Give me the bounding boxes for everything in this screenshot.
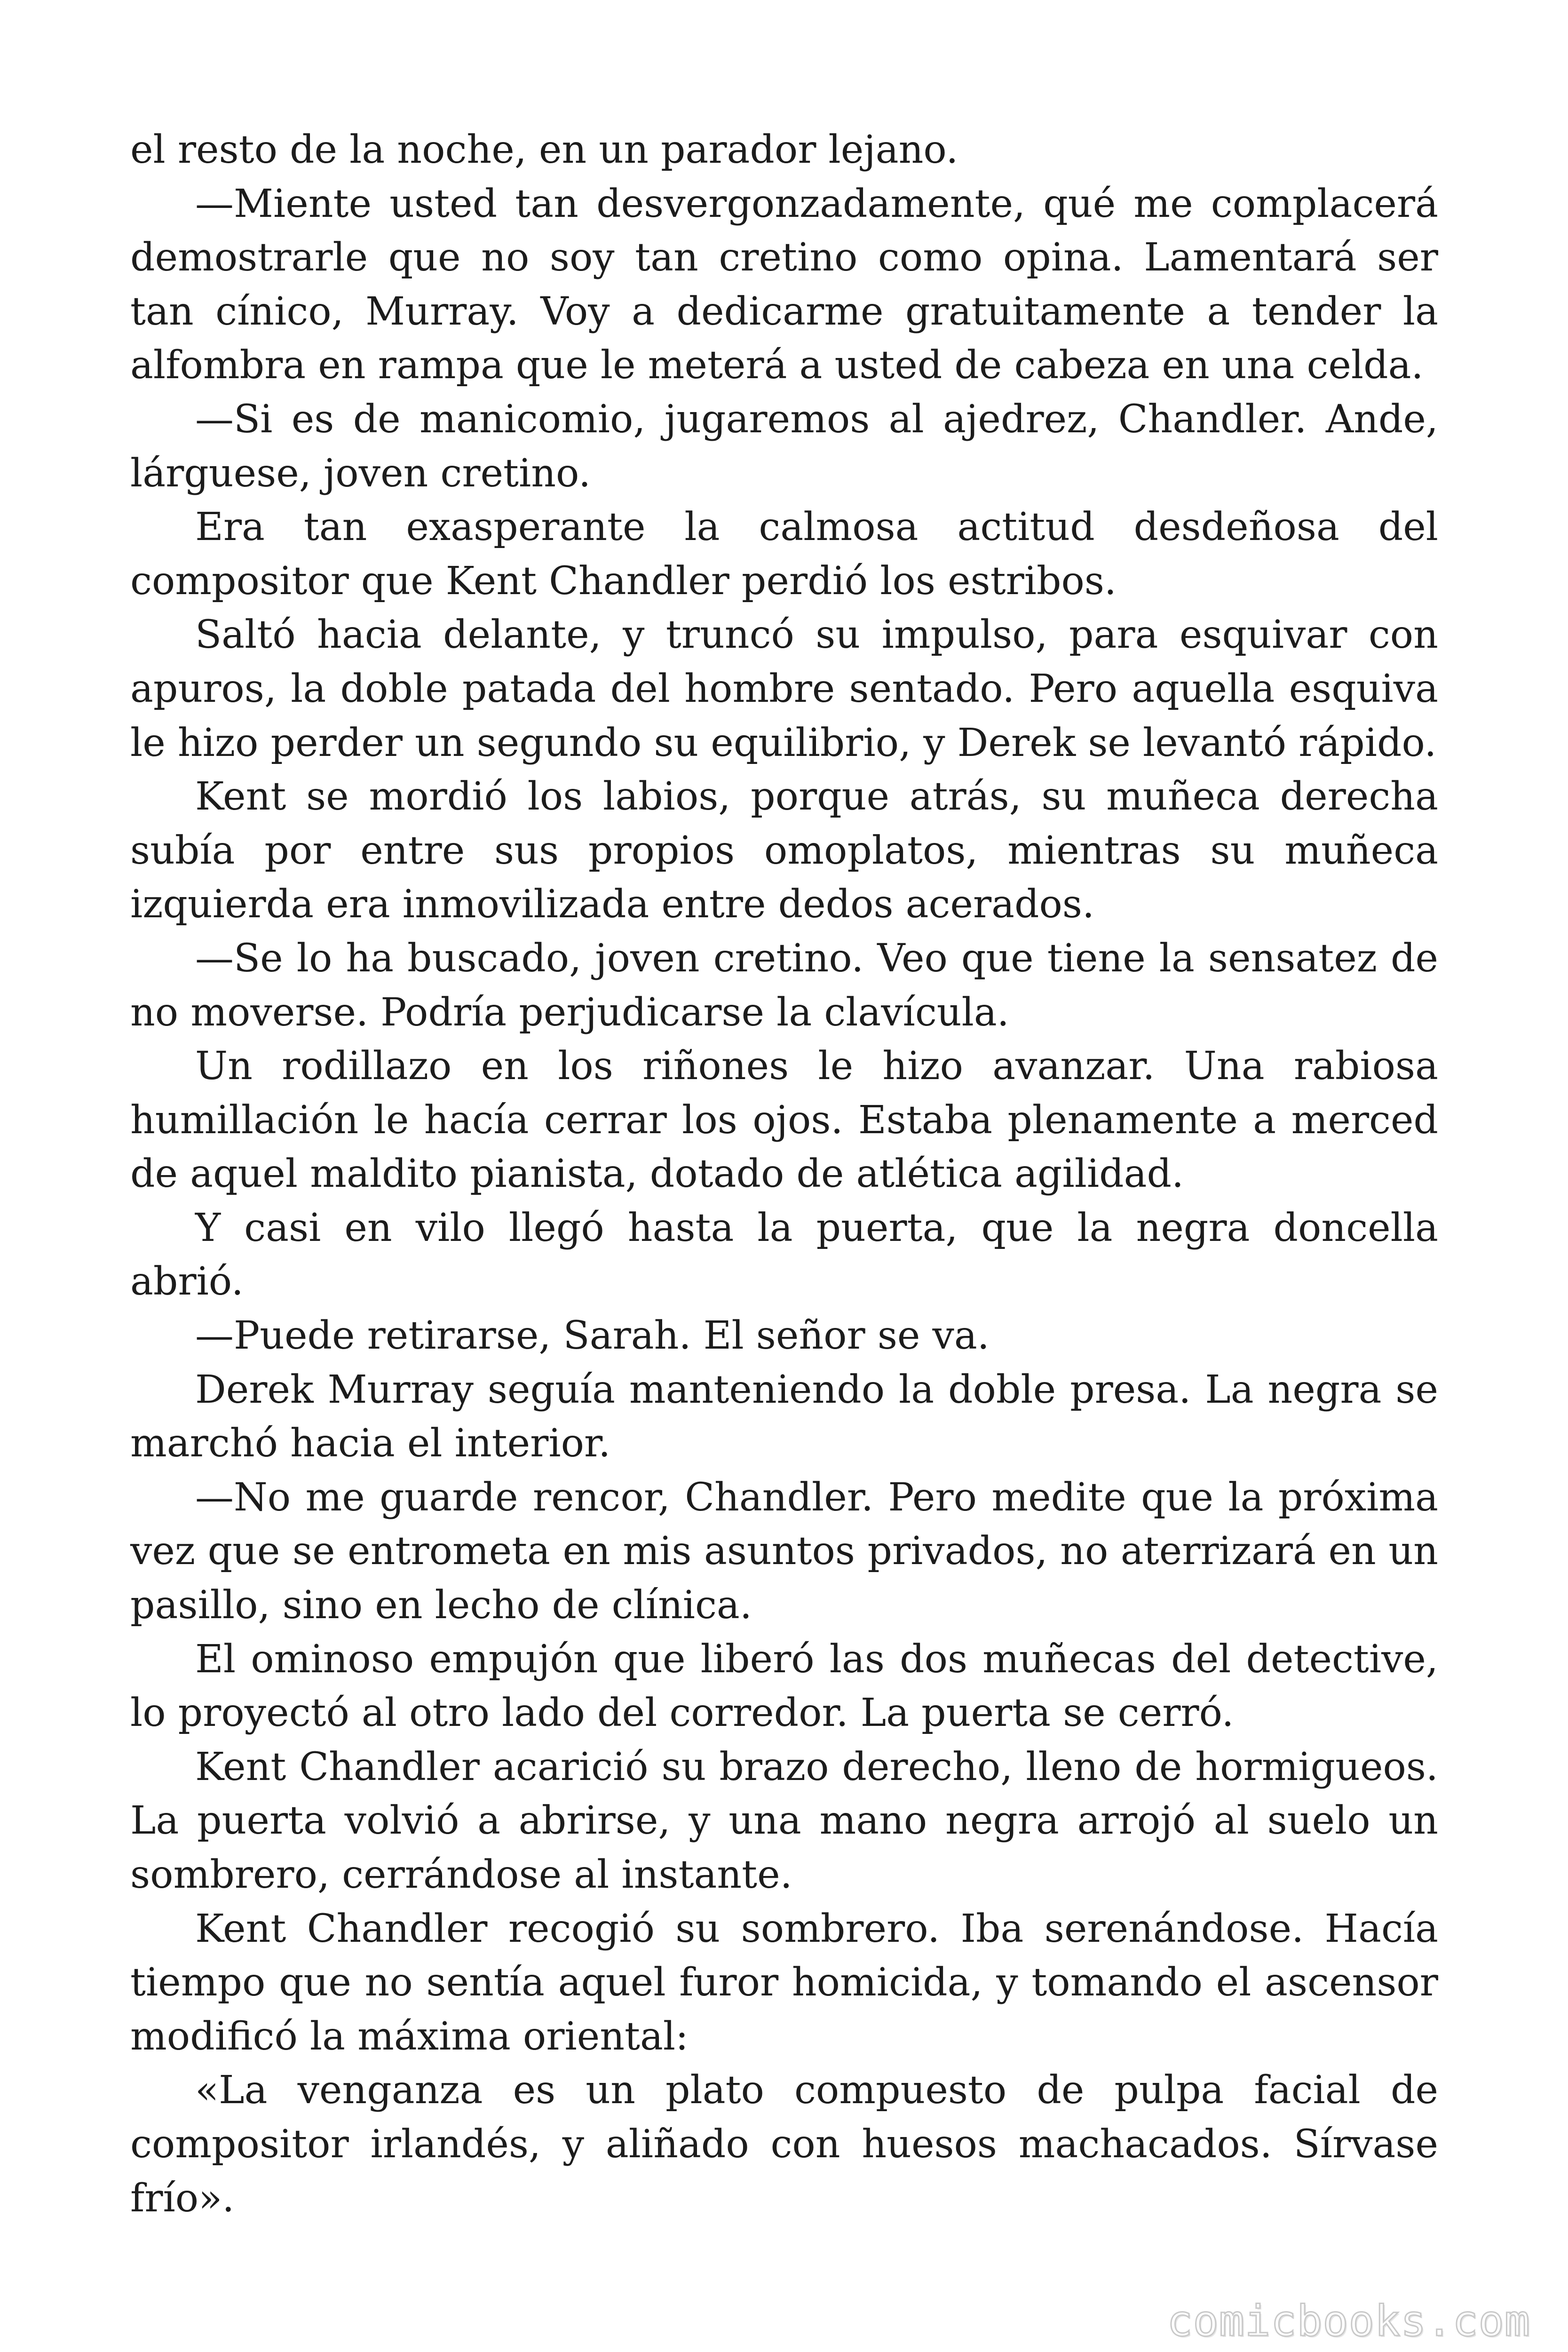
paragraph: Derek Murray seguía manteniendo la doble presa. La negra se marchó hacia el interior. [130,1367,1438,1466]
paragraph: El ominoso empujón que liberó las dos muñecas del detective, lo proyectó al otro lado del corredor. La puerta se cerró. [130,1637,1438,1736]
paragraph: Kent Chandler acarició su brazo derecho, lleno de hormigueos. La puerta volvió a abrirse, y una mano negra arrojó al suelo un sombrero, cerrándose al instante. [130,1744,1438,1897]
paragraph: —Puede retirarse, Sarah. El señor se va. [195,1313,990,1359]
paragraph: —Si es de manicomio, jugaremos al ajedrez, Chandler. Ande, lárguese, joven cretino. [130,397,1438,496]
paragraph: —Se lo ha buscado, joven cretino. Veo que tiene la sensatez de no moverse. Podría perjudicarse la clavícula. [130,936,1438,1035]
body-text [130,123,1438,2225]
paragraph: Kent se mordió los labios, porque atrás, su muñeca derecha subía por entre sus propios omoplatos, mientras su muñeca izquierda era inmovilizada entre dedos acerados. [130,774,1438,927]
paragraph: Y casi en vilo llegó hasta la puerta, que la negra doncella abrió. [130,1205,1438,1304]
paragraph: Era tan exasperante la calmosa actitud desdeñosa del compositor que Kent Chandler perdió los estribos. [130,505,1438,604]
watermark: comicbooks.com [1167,2296,1530,2346]
paragraph: —No me guarde rencor, Chandler. Pero medite que la próxima vez que se entrometa en mis asuntos privados, no aterrizará en un pasillo, sino en lecho de clínica. [130,1475,1438,1628]
paragraph: «La venganza es un plato compuesto de pulpa facial de compositor irlandés, y aliñado con huesos machacados. Sírvase frío». [130,2068,1438,2221]
paragraph: el resto de la noche, en un parador lejano. [130,127,958,172]
paragraph: Un rodillazo en los riñones le hizo avanzar. Una rabiosa humillación le hacía cerrar los ojos. Estaba plenamente a merced de aquel maldito pianista, dotado de atlética agilidad. [130,1044,1438,1197]
paragraph: —Miente usted tan desvergonzadamente, qué me complacerá demostrarle que no soy tan cretino como opina. Lamentará ser tan cínico, Murray. Voy a dedicarme gratuitamente a tender la alfombra en rampa que le meterá a usted de cabeza en una celda. [130,181,1438,388]
paragraph: Kent Chandler recogió su sombrero. Iba serenándose. Hacía tiempo que no sentía aquel furor homicida, y tomando el ascensor modificó la máxima oriental: [130,1906,1438,2059]
paragraph: Saltó hacia delante, y truncó su impulso, para esquivar con apuros, la doble patada del hombre sentado. Pero aquella esquiva le hizo perder un segundo su equilibrio, y Derek se levantó rápido. [130,612,1438,765]
